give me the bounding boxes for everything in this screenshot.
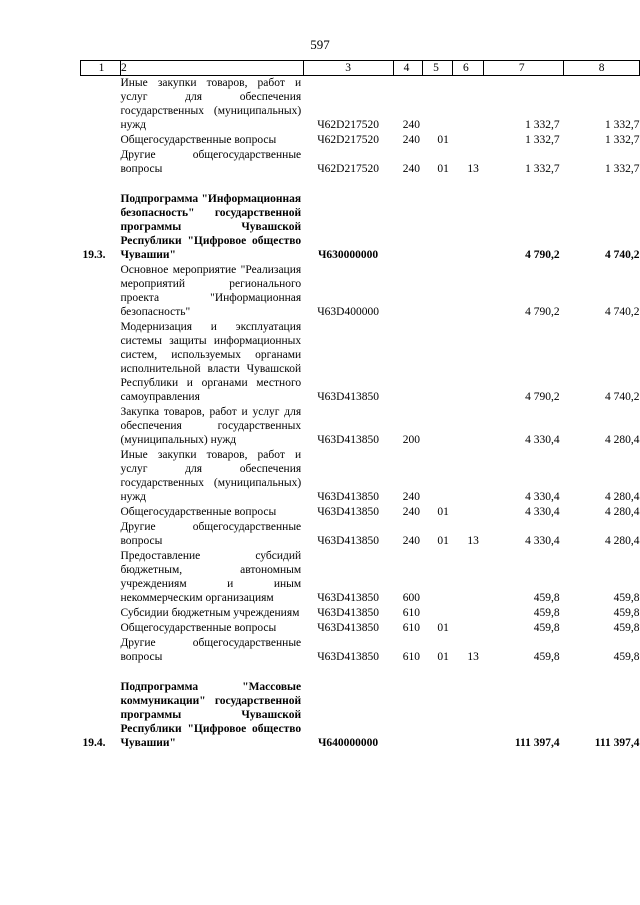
row-expense-type: 610 bbox=[402, 651, 420, 663]
row-section bbox=[423, 549, 453, 606]
table-row bbox=[81, 636, 640, 665]
table-row bbox=[81, 549, 640, 606]
row-number bbox=[81, 133, 121, 148]
row-sum-first: 459,8 bbox=[533, 622, 560, 634]
row-expense-type: 200 bbox=[402, 434, 420, 446]
row-subsection bbox=[453, 621, 484, 636]
row-expense-type: 240 bbox=[402, 163, 420, 175]
row-name: Иные закупки товаров, работ и услуг для обеспечения государственных (муниципальных) нужд bbox=[120, 77, 302, 131]
column-header-2: 2 bbox=[120, 61, 303, 76]
row-sum-second: 459,8 bbox=[613, 607, 640, 619]
row-expense-type: 240 bbox=[402, 506, 420, 518]
row-name: Иные закупки товаров, работ и услуг для обеспечения государственных (муниципальных) нужд bbox=[120, 449, 302, 503]
row-section bbox=[423, 680, 453, 751]
row-target-code: Ч62D217520 bbox=[317, 163, 379, 175]
row-expense-type: 600 bbox=[402, 592, 420, 604]
row-name: Предоставление субсидий бюджетным, автономным учреждениям и иным некоммерческим организациям bbox=[120, 550, 302, 604]
row-name: Закупка товаров, работ и услуг для обеспечения государственных (муниципальных) нужд bbox=[120, 406, 302, 446]
column-header-3: 3 bbox=[303, 61, 393, 76]
table-row bbox=[81, 320, 640, 405]
row-name: Другие общегосударственные вопросы bbox=[120, 521, 302, 547]
table-row bbox=[81, 505, 640, 520]
row-section bbox=[423, 320, 453, 405]
row-number bbox=[81, 448, 121, 505]
spacer-cell bbox=[81, 665, 640, 680]
row-sum-first: 459,8 bbox=[533, 592, 560, 604]
row-expense-type: 610 bbox=[402, 607, 420, 619]
row-sum-first: 111 397,4 bbox=[514, 737, 560, 749]
row-sum-first: 1 332,7 bbox=[525, 163, 560, 175]
table-row bbox=[81, 448, 640, 505]
row-expense-type: 240 bbox=[402, 119, 420, 131]
row-target-code: Ч63D413850 bbox=[317, 607, 379, 619]
row-target-code: Ч63D413850 bbox=[317, 622, 379, 634]
table-row bbox=[81, 148, 640, 177]
row-target-code: Ч63D413850 bbox=[317, 434, 379, 446]
row-number: 19.3. bbox=[82, 249, 106, 261]
row-sum-first: 4 790,2 bbox=[525, 391, 560, 403]
row-sum-first: 4 330,4 bbox=[525, 506, 560, 518]
row-section: 01 bbox=[437, 535, 449, 547]
table-row bbox=[81, 76, 640, 134]
row-target-code: Ч63D413850 bbox=[317, 491, 379, 503]
row-subsection: 13 bbox=[467, 535, 479, 547]
row-sum-second: 1 332,7 bbox=[605, 134, 640, 146]
row-sum-second: 4 740,2 bbox=[605, 306, 640, 318]
row-sum-second: 459,8 bbox=[613, 622, 640, 634]
row-name: Подпрограмма "Информационная безопасность" государственной программы Чувашской Республики "Цифровое общество Чувашии" bbox=[120, 193, 302, 261]
row-sum-first: 4 790,2 bbox=[525, 249, 560, 261]
row-number bbox=[81, 606, 121, 621]
row-section bbox=[423, 405, 453, 448]
row-number bbox=[81, 505, 121, 520]
row-expense-type bbox=[393, 680, 423, 751]
row-target-code: Ч63D413850 bbox=[317, 391, 379, 403]
row-sum-first: 459,8 bbox=[533, 607, 560, 619]
row-target-code: Ч63D413850 bbox=[317, 592, 379, 604]
row-target-code: Ч63D413850 bbox=[317, 651, 379, 663]
row-sum-second: 111 397,4 bbox=[594, 737, 640, 749]
table-row bbox=[81, 405, 640, 448]
row-sum-first: 1 332,7 bbox=[525, 134, 560, 146]
row-target-code: Ч640000000 bbox=[317, 737, 379, 749]
row-sum-second: 4 740,2 bbox=[605, 391, 640, 403]
table-row bbox=[81, 606, 640, 621]
row-section: 01 bbox=[437, 622, 449, 634]
column-header-6: 6 bbox=[453, 61, 484, 76]
budget-table bbox=[80, 60, 640, 751]
row-number bbox=[81, 405, 121, 448]
row-sum-first: 1 332,7 bbox=[525, 119, 560, 131]
row-subsection bbox=[453, 606, 484, 621]
row-subsection bbox=[453, 133, 484, 148]
spacer-cell bbox=[81, 177, 640, 192]
row-number bbox=[81, 636, 121, 665]
row-target-code: Ч63D413850 bbox=[317, 506, 379, 518]
row-subsection bbox=[453, 549, 484, 606]
row-number bbox=[81, 520, 121, 549]
table-row bbox=[81, 133, 640, 148]
row-name: Субсидии бюджетным учреждениям bbox=[120, 607, 300, 619]
row-subsection bbox=[453, 263, 484, 320]
row-target-code: Ч630000000 bbox=[317, 249, 379, 261]
row-name: Другие общегосударственные вопросы bbox=[120, 637, 302, 663]
row-section: 01 bbox=[437, 506, 449, 518]
table-row bbox=[81, 520, 640, 549]
row-sum-second: 459,8 bbox=[613, 592, 640, 604]
row-expense-type bbox=[393, 263, 423, 320]
row-number bbox=[81, 549, 121, 606]
column-header-5: 5 bbox=[423, 61, 453, 76]
table-row bbox=[81, 680, 640, 751]
row-section bbox=[423, 448, 453, 505]
column-header-1: 1 bbox=[81, 61, 121, 76]
row-subsection bbox=[453, 680, 484, 751]
row-subsection bbox=[453, 192, 484, 263]
row-expense-type bbox=[393, 320, 423, 405]
spacer-row bbox=[81, 665, 640, 680]
row-expense-type: 240 bbox=[402, 134, 420, 146]
column-header-7: 7 bbox=[484, 61, 564, 76]
table-row bbox=[81, 263, 640, 320]
row-sum-second: 4 280,4 bbox=[605, 491, 640, 503]
row-sum-second: 4 740,2 bbox=[605, 249, 640, 261]
row-sum-first: 4 330,4 bbox=[525, 434, 560, 446]
row-section: 01 bbox=[437, 651, 449, 663]
row-sum-first: 4 330,4 bbox=[525, 491, 560, 503]
column-header-8: 8 bbox=[564, 61, 640, 76]
row-section bbox=[423, 76, 453, 134]
row-target-code: Ч62D217520 bbox=[317, 134, 379, 146]
row-name: Общегосударственные вопросы bbox=[120, 506, 277, 518]
row-section bbox=[423, 263, 453, 320]
row-section: 01 bbox=[437, 134, 449, 146]
row-name: Основное мероприятие "Реализация мероприятий регионального проекта "Информационная безопасность" bbox=[120, 264, 302, 318]
row-subsection bbox=[453, 405, 484, 448]
row-expense-type bbox=[393, 192, 423, 263]
row-target-code: Ч62D217520 bbox=[317, 119, 379, 131]
row-sum-second: 459,8 bbox=[613, 651, 640, 663]
row-number bbox=[81, 148, 121, 177]
row-expense-type: 240 bbox=[402, 535, 420, 547]
row-sum-second: 1 332,7 bbox=[605, 119, 640, 131]
row-name: Общегосударственные вопросы bbox=[120, 134, 277, 146]
row-name: Общегосударственные вопросы bbox=[120, 622, 277, 634]
row-number bbox=[81, 621, 121, 636]
row-number bbox=[81, 263, 121, 320]
table-row bbox=[81, 621, 640, 636]
table-body bbox=[81, 76, 640, 752]
row-number bbox=[81, 76, 121, 134]
row-subsection bbox=[453, 320, 484, 405]
row-sum-second: 4 280,4 bbox=[605, 434, 640, 446]
row-expense-type: 240 bbox=[402, 491, 420, 503]
row-sum-second: 1 332,7 bbox=[605, 163, 640, 175]
row-subsection bbox=[453, 505, 484, 520]
spacer-row bbox=[81, 177, 640, 192]
row-sum-second: 4 280,4 bbox=[605, 506, 640, 518]
row-name: Другие общегосударственные вопросы bbox=[120, 149, 302, 175]
row-expense-type: 610 bbox=[402, 622, 420, 634]
row-section bbox=[423, 192, 453, 263]
row-section: 01 bbox=[437, 163, 449, 175]
row-target-code: Ч63D413850 bbox=[317, 535, 379, 547]
row-sum-second: 4 280,4 bbox=[605, 535, 640, 547]
row-sum-first: 4 790,2 bbox=[525, 306, 560, 318]
row-name: Модернизация и эксплуатация системы защиты информационных систем, используемых органами исполнительной власти Чувашской Республики и органами местного самоуправления bbox=[120, 321, 302, 403]
row-section bbox=[423, 606, 453, 621]
row-subsection bbox=[453, 76, 484, 134]
row-number: 19.4. bbox=[82, 737, 106, 749]
page-number: 597 bbox=[310, 37, 330, 52]
row-subsection: 13 bbox=[467, 163, 479, 175]
column-header-4: 4 bbox=[393, 61, 423, 76]
row-name: Подпрограмма "Массовые коммуникации" государственной программы Чувашской Республики "Цифровое общество Чувашии" bbox=[120, 681, 302, 749]
row-subsection bbox=[453, 448, 484, 505]
row-target-code: Ч63D400000 bbox=[317, 306, 379, 318]
row-sum-first: 459,8 bbox=[533, 651, 560, 663]
table-header-row bbox=[81, 61, 640, 76]
row-number bbox=[81, 320, 121, 405]
table-row bbox=[81, 192, 640, 263]
row-subsection: 13 bbox=[467, 651, 479, 663]
row-sum-first: 4 330,4 bbox=[525, 535, 560, 547]
